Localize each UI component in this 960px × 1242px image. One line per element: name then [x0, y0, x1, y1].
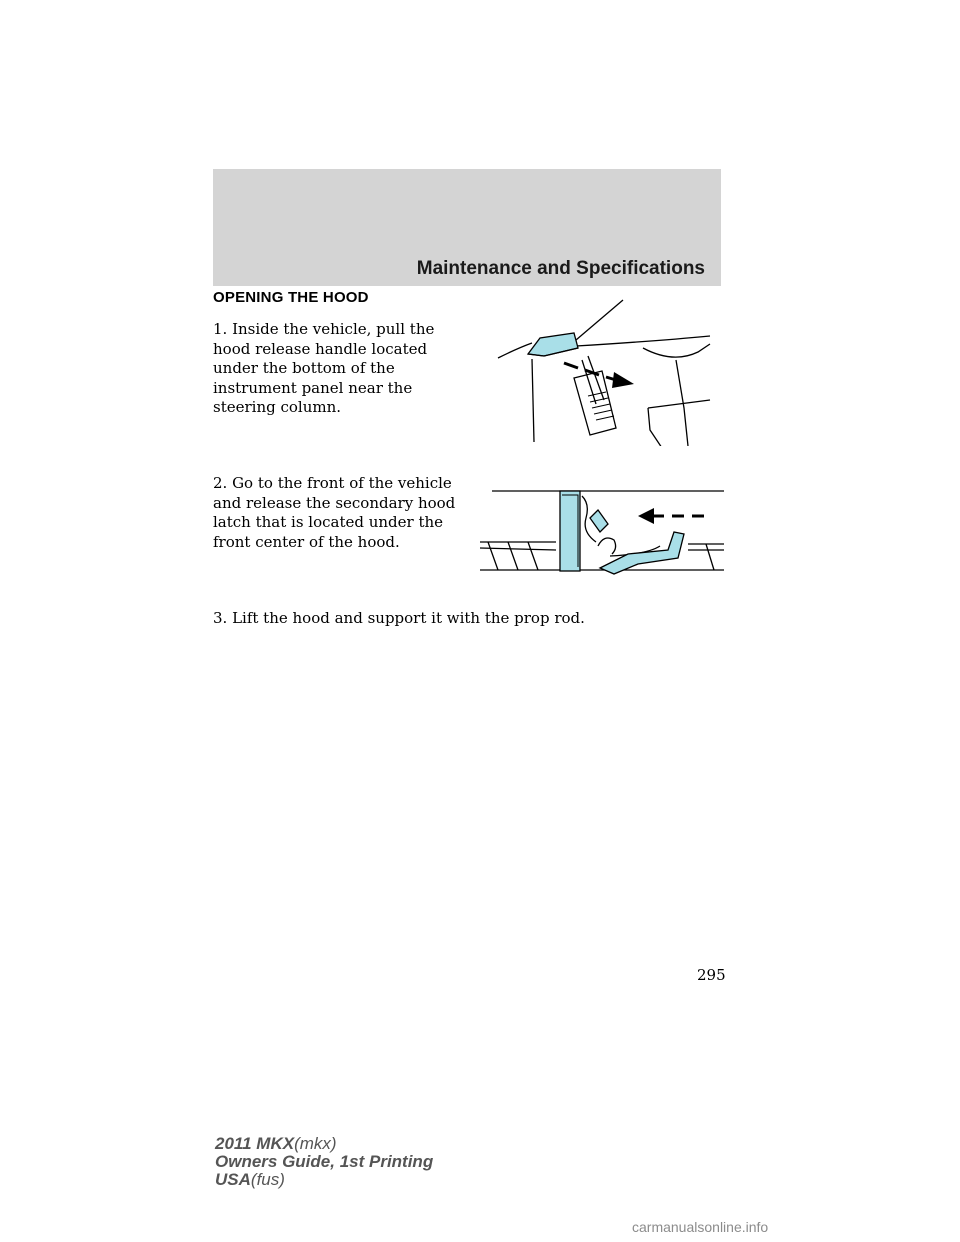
section-header-band [213, 169, 721, 286]
footer-market: USA [215, 1170, 251, 1189]
secondary-hood-latch-illustration [478, 484, 726, 578]
page-number: 295 [697, 966, 726, 984]
section-header-title: Maintenance and Specifications [416, 258, 705, 279]
hood-release-handle-illustration [488, 296, 720, 446]
document-footer [215, 1135, 433, 1189]
step-3-text: 3. Lift the hood and support it with the prop rod. [213, 609, 585, 627]
footer-guide-edition: Owners Guide, 1st Printing [215, 1152, 434, 1171]
footer-model: 2011 MKX [215, 1134, 295, 1153]
section-heading: OPENING THE HOOD [213, 289, 369, 306]
step-2-text: 2. Go to the front of the vehicle and release the secondary hood latch that is located under the front center of the hood. [213, 474, 456, 551]
footer-model-code: (mkx) [294, 1134, 337, 1153]
watermark-link[interactable]: carmanualsonline.info [632, 1219, 769, 1235]
step-1-text: 1. Inside the vehicle, pull the hood release handle located under the bottom of the instrument panel near the steering column. [213, 320, 435, 416]
footer-market-code: (fus) [250, 1170, 285, 1189]
